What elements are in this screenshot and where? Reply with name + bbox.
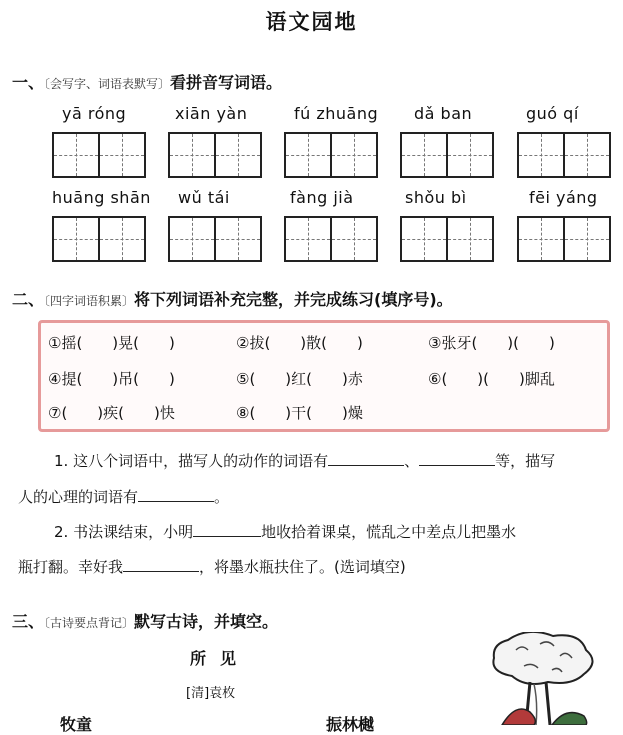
pinyin-label: guó qí (526, 104, 579, 123)
question-1-text: 1. 这八个词语中，描写人的动作的词语有 (54, 452, 329, 470)
tianzige-box[interactable] (284, 216, 378, 262)
section-3-tag: 〔古诗要点背记〕 (44, 616, 135, 630)
pinyin-label: fēi yáng (529, 188, 598, 207)
question-1-line-2 (18, 487, 229, 507)
pinyin-label: wǔ tái (178, 188, 230, 207)
question-2-text: 地收拾着课桌，慌乱之中差点儿把墨水 (261, 523, 517, 541)
question-2-text: ，将墨水瓶扶住了。(选词填空) (199, 558, 406, 576)
pinyin-label: xiān yàn (175, 104, 248, 123)
pinyin-label: fàng jià (290, 188, 354, 207)
tianzige-box[interactable] (52, 216, 146, 262)
question-2-line-2 (18, 557, 406, 577)
pinyin-label: shǒu bì (405, 188, 467, 207)
section-3-number: 三、 (12, 612, 45, 631)
pinyin-label: yā róng (62, 104, 127, 123)
idiom-item[interactable]: ③张牙( )( ) (428, 334, 555, 352)
poem-line-start: 振林樾 (326, 715, 375, 734)
question-2-line-1 (54, 522, 516, 542)
section-2-heading (12, 287, 453, 310)
section-1-tag: 〔会写字、词语表默写〕 (44, 77, 171, 91)
section-3-heading (12, 609, 278, 632)
question-1-text: 等，描写 (495, 452, 556, 470)
question-2-text: 瓶打翻。幸好我 (18, 558, 124, 576)
poem-title: 所见 (190, 649, 251, 668)
section-2-tag: 〔四字词语积累〕 (44, 294, 135, 308)
section-2-instruction: 将下列词语补充完整，并完成练习(填序号)。 (134, 290, 453, 309)
idiom-item[interactable]: ②拔( )散( ) (236, 334, 363, 352)
answer-blank[interactable] (419, 451, 495, 466)
idiom-item[interactable]: ⑥( )( )脚乱 (428, 370, 555, 388)
question-2-text: 2. 书法课结束，小明 (54, 523, 194, 541)
tianzige-box[interactable] (517, 216, 611, 262)
tianzige-box[interactable] (400, 132, 494, 178)
idiom-item[interactable]: ④提( )吊( ) (48, 370, 175, 388)
section-1-heading (12, 70, 282, 93)
answer-blank[interactable] (138, 487, 214, 502)
answer-blank[interactable] (193, 522, 261, 537)
answer-blank[interactable] (123, 557, 199, 572)
tianzige-box[interactable] (52, 132, 146, 178)
idiom-item[interactable]: ⑧( )干( )燥 (236, 404, 363, 422)
tianzige-box[interactable] (517, 132, 611, 178)
idiom-item[interactable]: ⑤( )红( )赤 (236, 370, 363, 388)
question-1-line-1 (54, 451, 555, 471)
tianzige-box[interactable] (168, 216, 262, 262)
answer-blank[interactable] (328, 451, 404, 466)
question-1-text: 人的心理的词语有 (18, 488, 139, 506)
tianzige-box[interactable] (168, 132, 262, 178)
pinyin-label: fú zhuāng (294, 104, 379, 123)
tianzige-box[interactable] (400, 216, 494, 262)
poem-line-start: 牧童 (60, 715, 93, 734)
section-3-instruction: 默写古诗，并填空。 (134, 612, 279, 631)
pinyin-label: dǎ ban (414, 104, 473, 123)
pinyin-label: huāng shān (52, 188, 151, 207)
question-1-text: 。 (214, 488, 230, 506)
idiom-item[interactable]: ⑦( )疾( )快 (48, 404, 175, 422)
tree-boy-illustration-icon (468, 632, 618, 725)
tianzige-box[interactable] (284, 132, 378, 178)
section-1-number: 一、 (12, 73, 45, 92)
idiom-item[interactable]: ①摇( )晃( ) (48, 334, 175, 352)
poem-author: [清]袁枚 (186, 686, 236, 701)
section-1-instruction: 看拼音写词语。 (170, 73, 283, 92)
section-2-number: 二、 (12, 290, 45, 309)
page-title: 语文园地 (265, 10, 358, 34)
question-1-separator: 、 (404, 452, 420, 470)
